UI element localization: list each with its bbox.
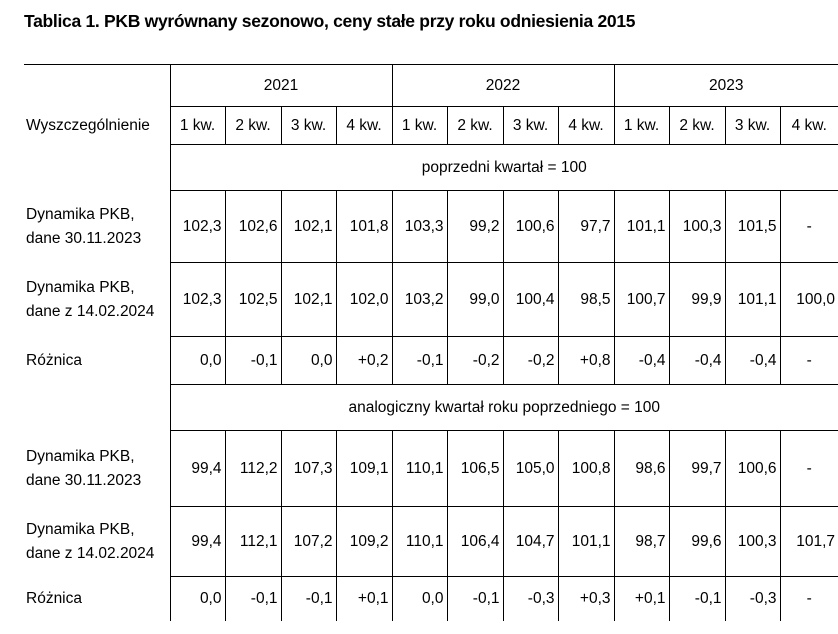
row-label bbox=[24, 263, 170, 337]
section-heading-row bbox=[24, 145, 838, 191]
value-cell: +0,1 bbox=[614, 577, 669, 621]
gdp-table bbox=[24, 64, 838, 621]
quarter-header: 2 kw. bbox=[669, 107, 725, 145]
quarter-header: 1 kw. bbox=[392, 107, 447, 145]
table-row bbox=[24, 431, 838, 507]
value-cell: 0,0 bbox=[170, 577, 225, 621]
quarter-header: 4 kw. bbox=[780, 107, 838, 145]
value-cell: 112,2 bbox=[225, 431, 281, 507]
value-cell: 107,3 bbox=[281, 431, 336, 507]
value-cell: 100,6 bbox=[725, 431, 780, 507]
value-cell: -0,4 bbox=[725, 337, 780, 385]
value-cell: 99,2 bbox=[447, 191, 503, 263]
year-header-2021: 2021 bbox=[170, 65, 392, 107]
value-cell: 100,0 bbox=[780, 263, 838, 337]
section-heading-blank-cell bbox=[24, 145, 170, 191]
row-label-line: dane 30.11.2023 bbox=[26, 229, 142, 247]
value-cell: 101,7 bbox=[780, 507, 838, 577]
section-heading: poprzedni kwartał = 100 bbox=[170, 145, 838, 191]
value-cell: 97,7 bbox=[558, 191, 614, 263]
table-row bbox=[24, 507, 838, 577]
value-cell: - bbox=[780, 577, 838, 621]
value-cell: -0,3 bbox=[503, 577, 558, 621]
value-cell: 105,0 bbox=[503, 431, 558, 507]
value-cell: +0,2 bbox=[336, 337, 392, 385]
value-cell: -0,3 bbox=[725, 577, 780, 621]
value-cell: 100,3 bbox=[725, 507, 780, 577]
value-cell: 102,3 bbox=[170, 191, 225, 263]
value-cell: +0,1 bbox=[336, 577, 392, 621]
value-cell: 109,2 bbox=[336, 507, 392, 577]
value-cell: -0,4 bbox=[614, 337, 669, 385]
quarter-header: 3 kw. bbox=[281, 107, 336, 145]
value-cell: 0,0 bbox=[392, 577, 447, 621]
value-cell: - bbox=[780, 191, 838, 263]
value-cell: 106,5 bbox=[447, 431, 503, 507]
value-cell: 99,6 bbox=[669, 507, 725, 577]
row-label bbox=[24, 507, 170, 577]
row-label-line: dane z 14.02.2024 bbox=[26, 302, 155, 320]
quarter-header: 1 kw. bbox=[170, 107, 225, 145]
value-cell: 107,2 bbox=[281, 507, 336, 577]
quarter-header: 3 kw. bbox=[725, 107, 780, 145]
section-heading: analogiczny kwartał roku poprzedniego = 100 bbox=[170, 385, 838, 431]
value-cell: 100,6 bbox=[503, 191, 558, 263]
value-cell: 0,0 bbox=[170, 337, 225, 385]
value-cell: 99,4 bbox=[170, 431, 225, 507]
table-title: Tablica 1. PKB wyrównany sezonowo, ceny stałe przy roku odniesienia 2015 bbox=[24, 11, 636, 31]
row-label-line: Dynamika PKB, bbox=[26, 520, 135, 538]
quarter-header: 3 kw. bbox=[503, 107, 558, 145]
value-cell: 100,4 bbox=[503, 263, 558, 337]
value-cell: 106,4 bbox=[447, 507, 503, 577]
value-cell: 110,1 bbox=[392, 507, 447, 577]
value-cell: 101,1 bbox=[614, 191, 669, 263]
value-cell: 109,1 bbox=[336, 431, 392, 507]
value-cell: 101,5 bbox=[725, 191, 780, 263]
value-cell: - bbox=[780, 337, 838, 385]
row-label bbox=[24, 577, 170, 621]
table-row bbox=[24, 577, 838, 621]
section-heading-blank-cell bbox=[24, 385, 170, 431]
quarter-header: 4 kw. bbox=[336, 107, 392, 145]
value-cell: 102,6 bbox=[225, 191, 281, 263]
quarter-header: 2 kw. bbox=[225, 107, 281, 145]
value-cell: - bbox=[780, 431, 838, 507]
value-cell: +0,3 bbox=[558, 577, 614, 621]
row-label bbox=[24, 337, 170, 385]
row-label-line: Różnica bbox=[26, 351, 82, 369]
quarter-header: 4 kw. bbox=[558, 107, 614, 145]
value-cell: -0,2 bbox=[447, 337, 503, 385]
label-column-header: Wyszczególnienie bbox=[24, 107, 170, 145]
value-cell: 110,1 bbox=[392, 431, 447, 507]
year-header-2022: 2022 bbox=[392, 65, 614, 107]
row-label-line: Dynamika PKB, bbox=[26, 447, 135, 465]
value-cell: 98,6 bbox=[614, 431, 669, 507]
row-label bbox=[24, 431, 170, 507]
value-cell: 102,1 bbox=[281, 191, 336, 263]
value-cell: -0,1 bbox=[225, 577, 281, 621]
year-header-2023: 2023 bbox=[614, 65, 838, 107]
row-label-line: dane z 14.02.2024 bbox=[26, 544, 155, 562]
value-cell: 102,5 bbox=[225, 263, 281, 337]
table-row bbox=[24, 263, 838, 337]
value-cell: 99,7 bbox=[669, 431, 725, 507]
value-cell: -0,1 bbox=[447, 577, 503, 621]
row-label-line: Dynamika PKB, bbox=[26, 278, 135, 296]
value-cell: -0,1 bbox=[225, 337, 281, 385]
quarter-header: 1 kw. bbox=[614, 107, 669, 145]
value-cell: 101,1 bbox=[558, 507, 614, 577]
value-cell: 101,1 bbox=[725, 263, 780, 337]
table-row bbox=[24, 191, 838, 263]
value-cell: 102,3 bbox=[170, 263, 225, 337]
value-cell: -0,4 bbox=[669, 337, 725, 385]
row-label bbox=[24, 191, 170, 263]
value-cell: 98,7 bbox=[614, 507, 669, 577]
value-cell: -0,1 bbox=[281, 577, 336, 621]
value-cell: 100,3 bbox=[669, 191, 725, 263]
value-cell: -0,1 bbox=[669, 577, 725, 621]
value-cell: 104,7 bbox=[503, 507, 558, 577]
value-cell: 101,8 bbox=[336, 191, 392, 263]
value-cell: +0,8 bbox=[558, 337, 614, 385]
value-cell: 102,1 bbox=[281, 263, 336, 337]
row-label-line: Dynamika PKB, bbox=[26, 205, 135, 223]
value-cell: 99,0 bbox=[447, 263, 503, 337]
value-cell: 98,5 bbox=[558, 263, 614, 337]
value-cell: -0,2 bbox=[503, 337, 558, 385]
quarter-header-row bbox=[24, 107, 838, 145]
quarter-header: 2 kw. bbox=[447, 107, 503, 145]
section-heading-row bbox=[24, 385, 838, 431]
value-cell: 112,1 bbox=[225, 507, 281, 577]
value-cell: 103,2 bbox=[392, 263, 447, 337]
value-cell: -0,1 bbox=[392, 337, 447, 385]
value-cell: 100,8 bbox=[558, 431, 614, 507]
value-cell: 0,0 bbox=[281, 337, 336, 385]
row-label-line: Różnica bbox=[26, 589, 82, 607]
value-cell: 100,7 bbox=[614, 263, 669, 337]
value-cell: 102,0 bbox=[336, 263, 392, 337]
table-row bbox=[24, 337, 838, 385]
value-cell: 99,4 bbox=[170, 507, 225, 577]
row-label-line: dane 30.11.2023 bbox=[26, 471, 142, 489]
value-cell: 103,3 bbox=[392, 191, 447, 263]
value-cell: 99,9 bbox=[669, 263, 725, 337]
header-blank-cell bbox=[24, 65, 170, 107]
year-header-row bbox=[24, 65, 838, 107]
